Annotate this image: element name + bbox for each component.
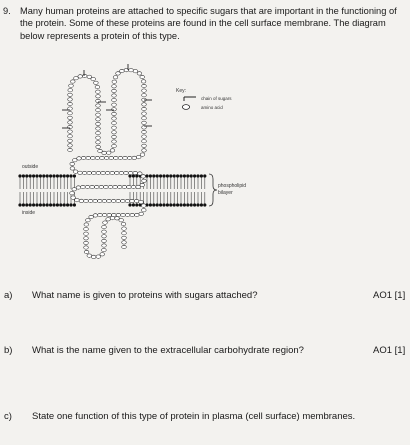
amino-acid-bead [94, 185, 99, 188]
amino-acid-bead [124, 171, 129, 174]
lipid-head [159, 174, 162, 177]
amino-acid-bead [102, 230, 107, 233]
amino-acid-bead [142, 107, 147, 110]
part-c-text: State one function of this type of protein in plasma (cell surface) membranes. [32, 411, 356, 422]
amino-acid-bead [141, 204, 146, 207]
part-b-letter: b) [4, 345, 13, 356]
amino-acid-bead [110, 171, 115, 174]
amino-acid-bead [130, 213, 135, 216]
lipid-head [66, 203, 69, 206]
inside-label: inside [22, 210, 36, 216]
lipid-head [203, 174, 206, 177]
amino-acid-bead [113, 76, 118, 79]
amino-acid-bead [122, 245, 127, 248]
amino-acid-bead [129, 69, 134, 72]
amino-acid-bead [102, 244, 107, 247]
amino-acid-bead [68, 93, 73, 96]
amino-acid-bead [117, 185, 122, 188]
question-number: 9. [3, 6, 11, 16]
amino-acid-bead [84, 241, 89, 244]
amino-acid-bead [93, 214, 98, 217]
lipid-head [35, 174, 38, 177]
amino-acid-bead [112, 89, 117, 92]
amino-acid-bead [95, 85, 100, 88]
amino-acid-bead [81, 185, 86, 188]
amino-acid-bead [74, 77, 79, 80]
amino-acid-bead [122, 185, 127, 188]
lipid-head [190, 203, 193, 206]
lipid-head [162, 203, 165, 206]
amino-acid-bead [94, 81, 99, 84]
amino-acid-bead [123, 156, 128, 159]
amino-acid-bead [88, 199, 93, 202]
amino-acid-bead [109, 156, 114, 159]
part-c-letter: c) [4, 411, 12, 422]
amino-acid-bead [112, 126, 117, 129]
lipid-head [183, 174, 186, 177]
amino-acid-bead [142, 144, 147, 147]
amino-acid-bead [78, 75, 83, 78]
amino-acid-bead [90, 185, 95, 188]
amino-acid-bead [122, 236, 127, 239]
amino-acid-bead [96, 141, 101, 144]
amino-acid-bead [142, 135, 147, 138]
amino-acid-bead [142, 117, 147, 120]
bilayer-label-line2: bilayer [218, 190, 233, 196]
amino-acid-bead [112, 85, 117, 88]
amino-acid-bead [76, 186, 81, 189]
amino-acid-bead [142, 89, 147, 92]
amino-acid-bead [84, 246, 89, 249]
lipid-head [25, 174, 28, 177]
lipid-head [73, 203, 76, 206]
amino-acid-bead [69, 84, 74, 87]
lipid-head [69, 174, 72, 177]
amino-acid-bead [112, 140, 117, 143]
amino-acid-bead [132, 156, 137, 159]
question-intro: Many human proteins are attached to specific sugars that are important in the functioning of the protein. Some of these proteins are found in the cell surface membrane. The diagram below represents a protein of this type. [20, 6, 397, 41]
key-sugar-symbol [184, 97, 196, 101]
amino-acid-bead [142, 140, 147, 143]
amino-acid-bead [139, 212, 144, 215]
lipid-head [25, 203, 28, 206]
amino-acid-bead [68, 112, 73, 115]
lipid-head [56, 174, 59, 177]
amino-acid-bead [140, 75, 145, 78]
amino-acid-bead [133, 171, 138, 174]
amino-acid-bead [86, 156, 91, 159]
amino-acid-bead [105, 171, 110, 174]
lipid-head [196, 174, 199, 177]
amino-acid-bead [125, 213, 130, 216]
amino-acid-bead [70, 192, 75, 195]
lipid-head [169, 203, 172, 206]
lipid-head [152, 174, 155, 177]
part-a-letter: a) [4, 290, 13, 301]
lipid-head [63, 174, 66, 177]
amino-acid-bead [116, 72, 121, 75]
amino-acid-bead [100, 253, 105, 256]
amino-acid-bead [91, 77, 96, 80]
amino-acid-bead [138, 172, 143, 175]
lipid-head [166, 174, 169, 177]
amino-acid-bead [102, 213, 107, 216]
lipid-head [42, 203, 45, 206]
amino-acid-bead [87, 75, 92, 78]
amino-acid-bead [100, 156, 105, 159]
amino-acid-bead [118, 156, 123, 159]
lipid-head [203, 203, 206, 206]
amino-acid-bead [78, 171, 83, 174]
lipid-head [22, 174, 25, 177]
amino-acid-bead [96, 131, 101, 134]
lipid-head [29, 174, 32, 177]
lipid-head [18, 174, 21, 177]
part-a-text: What name is given to proteins with sugars attached? [32, 290, 258, 301]
amino-acid-bead [112, 98, 117, 101]
lipid-head [46, 203, 49, 206]
part-b-marks: AO1 [1] [373, 345, 406, 356]
amino-acid-bead [79, 199, 84, 202]
amino-acid-bead [102, 225, 107, 228]
amino-acid-bead [133, 70, 138, 73]
lipid-head [39, 203, 42, 206]
lipid-head [186, 203, 189, 206]
amino-acid-bead [136, 185, 141, 188]
amino-acid-bead [95, 156, 100, 159]
amino-acid-bead [112, 144, 117, 147]
amino-acid-bead [122, 241, 127, 244]
amino-acid-bead [68, 144, 73, 147]
amino-acid-bead [141, 80, 146, 83]
amino-acid-bead [82, 171, 87, 174]
amino-acid-bead [112, 108, 117, 111]
amino-acid-bead [68, 148, 73, 151]
amino-acid-bead [96, 104, 101, 107]
amino-acid-bead [112, 135, 117, 138]
lipid-head [59, 203, 62, 206]
amino-acid-bead [68, 102, 73, 105]
amino-acid-bead [75, 198, 80, 201]
amino-acid-bead [119, 219, 124, 222]
lipid-head [32, 203, 35, 206]
lipid-head [35, 203, 38, 206]
lipid-head [59, 174, 62, 177]
amino-acid-bead [119, 171, 124, 174]
lipid-head [190, 174, 193, 177]
lipid-head [173, 174, 176, 177]
protein-chain [68, 68, 147, 258]
amino-acid-bead [99, 185, 104, 188]
amino-acid-bead [142, 103, 147, 106]
amino-acid-bead [102, 199, 107, 202]
lipid-head [132, 203, 135, 206]
amino-acid-bead [125, 199, 130, 202]
lipid-head [42, 174, 45, 177]
amino-acid-bead [84, 232, 89, 235]
amino-acid-bead [70, 167, 75, 170]
lipid-head [22, 203, 25, 206]
amino-acid-bead [68, 135, 73, 138]
amino-acid-bead [115, 171, 120, 174]
lipid-head [39, 174, 42, 177]
amino-acid-bead [130, 199, 135, 202]
amino-acid-bead [104, 185, 109, 188]
key-title: Key: [176, 88, 187, 94]
amino-acid-bead [112, 112, 117, 115]
lipid-head [29, 203, 32, 206]
amino-acid-bead [128, 171, 133, 174]
amino-acid-bead [107, 199, 112, 202]
amino-acid-bead [84, 237, 89, 240]
amino-acid-bead [113, 185, 118, 188]
lipid-head [73, 174, 76, 177]
amino-acid-bead [87, 171, 92, 174]
amino-acid-bead [73, 159, 78, 162]
amino-acid-bead [142, 179, 147, 182]
amino-acid-bead [96, 145, 101, 148]
lipid-head [135, 203, 138, 206]
lipid-head [49, 174, 52, 177]
bilayer-label-line1: phospholipid [218, 183, 247, 189]
lipid-head [200, 174, 203, 177]
amino-acid-bead [139, 200, 144, 203]
lipid-head [162, 174, 165, 177]
amino-acid-bead [122, 227, 127, 230]
lipid-head [196, 203, 199, 206]
amino-acid-bead [112, 94, 117, 97]
lipid-head [186, 174, 189, 177]
amino-acid-bead [135, 213, 140, 216]
lipid-head [173, 203, 176, 206]
amino-acid-bead [96, 108, 101, 111]
amino-acid-bead [142, 94, 147, 97]
amino-acid-bead [142, 130, 147, 133]
amino-acid-bead [93, 199, 98, 202]
lipid-head [156, 174, 159, 177]
amino-acid-bead [102, 239, 107, 242]
amino-acid-bead [110, 216, 115, 219]
lipid-head [183, 203, 186, 206]
amino-acid-bead [102, 235, 107, 238]
lipid-head [49, 203, 52, 206]
amino-acid-bead [84, 227, 89, 230]
amino-acid-bead [71, 196, 76, 199]
lipid-head [149, 203, 152, 206]
amino-acid-bead [108, 185, 113, 188]
lipid-head [52, 203, 55, 206]
amino-acid-bead [112, 80, 117, 83]
amino-acid-bead [81, 156, 86, 159]
amino-acid-bead [84, 223, 89, 226]
key-sugar-label: chain of sugars [201, 96, 232, 101]
amino-acid-bead [134, 199, 139, 202]
amino-acid-bead [137, 72, 142, 75]
lipid-head [179, 174, 182, 177]
amino-acid-bead [142, 84, 147, 87]
amino-acid-bead [85, 185, 90, 188]
amino-acid-bead [136, 155, 141, 158]
amino-acid-bead [68, 98, 73, 101]
lipid-head [18, 203, 21, 206]
amino-acid-bead [92, 171, 97, 174]
amino-acid-bead [72, 188, 77, 191]
lipid-head [193, 174, 196, 177]
lipid-head [152, 203, 155, 206]
lipid-head [193, 203, 196, 206]
amino-acid-bead [102, 248, 107, 251]
amino-acid-bead [121, 199, 126, 202]
amino-acid-bead [121, 213, 126, 216]
amino-acid-bead [82, 74, 87, 77]
amino-acid-bead [141, 175, 146, 178]
amino-acid-bead [89, 215, 94, 218]
part-b-text: What is the name given to the extracellular carbohydrate region? [32, 345, 304, 356]
amino-acid-bead [114, 156, 119, 159]
lipid-head [66, 174, 69, 177]
bilayer-brace [209, 174, 217, 206]
lipid-head [200, 203, 203, 206]
amino-acid-bead [107, 213, 112, 216]
amino-acid-bead [96, 171, 101, 174]
amino-acid-bead [127, 156, 132, 159]
amino-acid-bead [96, 95, 101, 98]
amino-acid-bead [111, 199, 116, 202]
amino-acid-bead [140, 153, 145, 156]
amino-acid-bead [112, 103, 117, 106]
lipid-head [156, 203, 159, 206]
amino-acid-bead [142, 149, 147, 152]
amino-acid-bead [96, 136, 101, 139]
amino-acid-bead [91, 255, 96, 258]
amino-acid-bead [86, 219, 91, 222]
membrane-protein-diagram [0, 50, 410, 275]
amino-acid-bead [115, 217, 120, 220]
lipid-head [176, 174, 179, 177]
amino-acid-bead [68, 139, 73, 142]
amino-acid-bead [87, 254, 92, 257]
amino-acid-bead [101, 171, 106, 174]
amino-acid-bead [96, 118, 101, 121]
amino-acid-bead [116, 213, 121, 216]
amino-acid-bead [110, 149, 115, 152]
amino-acid-bead [84, 199, 89, 202]
lipid-head [166, 203, 169, 206]
amino-acid-bead [121, 222, 126, 225]
amino-acid-bead [73, 170, 78, 173]
amino-acid-bead [98, 199, 103, 202]
lipid-head [46, 174, 49, 177]
amino-acid-bead [112, 131, 117, 134]
amino-acid-bead [96, 127, 101, 130]
key-amino-label: amino acid [201, 105, 223, 110]
amino-acid-bead [122, 232, 127, 235]
lipid-head [179, 203, 182, 206]
amino-acid-bead [96, 255, 101, 258]
lipid-head [176, 203, 179, 206]
lipid-head [159, 203, 162, 206]
amino-acid-bead [104, 156, 109, 159]
amino-acid-bead [96, 90, 101, 93]
amino-acid-bead [68, 116, 73, 119]
amino-acid-bead [112, 121, 117, 124]
lipid-head [56, 203, 59, 206]
lipid-head [145, 174, 148, 177]
amino-acid-bead [96, 113, 101, 116]
amino-acid-bead [68, 89, 73, 92]
amino-acid-bead [102, 151, 107, 154]
amino-acid-bead [131, 185, 136, 188]
lipid-head [63, 203, 66, 206]
amino-acid-bead [98, 149, 103, 152]
amino-acid-bead [140, 183, 145, 186]
amino-acid-bead [106, 218, 111, 221]
amino-acid-bead [70, 162, 75, 165]
amino-acid-bead [96, 122, 101, 125]
amino-acid-bead [71, 80, 76, 83]
amino-acid-bead [142, 112, 147, 115]
amino-acid-bead [142, 209, 147, 212]
amino-acid-bead [127, 185, 132, 188]
amino-acid-bead [91, 156, 96, 159]
amino-acid-bead [98, 213, 103, 216]
lipid-head [128, 203, 131, 206]
lipid-head [52, 174, 55, 177]
amino-acid-bead [77, 157, 82, 160]
amino-acid-bead [68, 121, 73, 124]
lipid-head [169, 174, 172, 177]
amino-acid-bead [68, 130, 73, 133]
outside-label: outside [22, 164, 39, 170]
amino-acid-bead [120, 69, 125, 72]
amino-acid-bead [116, 199, 121, 202]
lipid-head [32, 174, 35, 177]
lipid-head [149, 174, 152, 177]
amino-acid-bead [112, 117, 117, 120]
lipid-head [69, 203, 72, 206]
key-amino-acid-symbol [182, 105, 189, 110]
amino-acid-bead [103, 221, 108, 224]
part-a-marks: AO1 [1] [373, 290, 406, 301]
amino-acid-bead [142, 121, 147, 124]
amino-acid-bead [84, 250, 89, 253]
